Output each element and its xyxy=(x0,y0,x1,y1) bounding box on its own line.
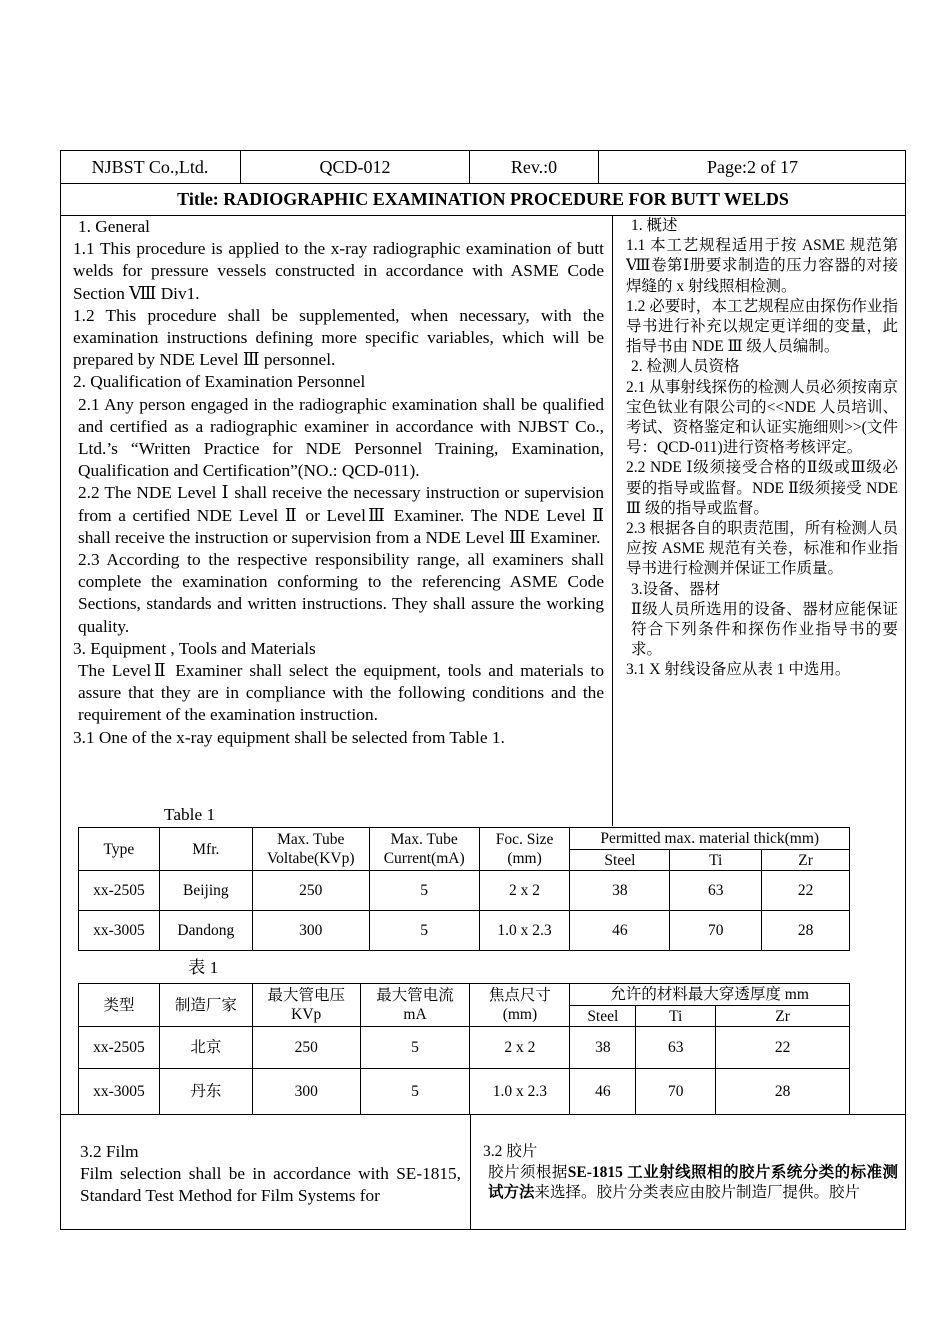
chinese-column xyxy=(621,216,898,681)
cell-ti: 70 xyxy=(670,911,762,951)
cell-mfr: 丹东 xyxy=(159,1069,252,1115)
english-column xyxy=(68,216,604,749)
en-para-1-1: 1.1 This procedure is applied to the x-ray radiographic examination of butt welds for pressure vessels constructed in accordance with ASME Code Section Ⅷ Div1. xyxy=(73,239,604,303)
th-focal-line1: Foc. Size xyxy=(495,831,554,848)
cn-para-1-1: 1.1 本工艺规程适用于按 ASME 规范第Ⅷ卷第Ⅰ册要求制造的压力容器的对接焊缝的 x 射线照相检测。 xyxy=(626,237,898,295)
en-para-2-3: 2.3 According to the respective responsibility range, all examiners shall complete the examination conforming to the referencing ASME Code Sections, standards and written instructions. They shall assure the working quality. xyxy=(78,550,604,636)
en-para-2-1: 2.1 Any person engaged in the radiographic examination shall be qualified and certified as a radiographic examiner in accordance with NJBST Co., Ltd.’s “Written Practice for NDE Personnel Training, Examination, Qualification and Certification”(NO.: QCD-011). xyxy=(78,394,604,481)
cell-focal: 1.0 x 2.3 xyxy=(470,1069,570,1115)
film-column-divider xyxy=(470,1114,471,1229)
cell-zr: 22 xyxy=(716,1027,850,1069)
cell-current: 5 xyxy=(360,1069,470,1115)
cn-section-2-heading: 2. 检测人员资格 xyxy=(631,358,740,376)
en-para-1-2: 1.2 This procedure shall be supplemented, when necessary, with the examination instructions defining more specific variables, which will be prepared by NDE Level Ⅲ personnel. xyxy=(73,305,604,370)
th-current xyxy=(369,828,479,871)
th-current-line2: Current(mA) xyxy=(383,850,465,867)
th-steel-cn: Steel xyxy=(570,1006,636,1027)
cell-type: xx-3005 xyxy=(79,1069,160,1115)
th-type: Type xyxy=(79,828,160,871)
th-focal-size xyxy=(479,828,570,871)
th-mfr: Mfr. xyxy=(159,828,252,871)
table-row xyxy=(79,911,850,951)
cell-ti: 70 xyxy=(636,1069,716,1115)
table-cn-label: 表 1 xyxy=(188,958,219,977)
en-para-3: The LevelⅡ Examiner shall select the equipment, tools and materials to assure that they are in compliance with the following conditions and the requirement of the examination instruction. xyxy=(78,661,604,725)
cn-film-heading: 3.2 胶片 xyxy=(483,1143,538,1160)
en-section-1-heading: 1. General xyxy=(78,217,150,236)
cell-voltage: 250 xyxy=(252,1027,360,1069)
th-current-cn-line2: mA xyxy=(403,1006,427,1023)
cell-ti: 63 xyxy=(636,1027,716,1069)
th-voltage-cn xyxy=(252,984,360,1027)
cell-type: xx-2505 xyxy=(79,871,160,911)
cell-voltage: 300 xyxy=(252,911,369,951)
cell-mfr: Beijing xyxy=(159,871,252,911)
th-focal-cn xyxy=(470,984,570,1027)
cell-steel: 46 xyxy=(570,911,670,951)
table-en-label: Table 1 xyxy=(164,805,216,824)
cn-film-text-1: 胶片须根据 xyxy=(488,1163,568,1181)
th-voltage-line2: Voltabe(KVp) xyxy=(266,850,355,867)
th-voltage xyxy=(252,828,369,871)
cell-steel: 46 xyxy=(570,1069,636,1115)
cn-para-3-1: 3.1 X 射线设备应从表 1 中选用。 xyxy=(626,661,851,679)
cn-film-text xyxy=(480,1163,898,1204)
th-zr: Zr xyxy=(762,850,850,871)
cn-film-text-2: 来选择。胶片分类表应由胶片制造厂提供。胶片 xyxy=(534,1184,861,1201)
cell-type: xx-2505 xyxy=(79,1027,160,1069)
th-ti: Ti xyxy=(670,850,762,871)
cn-para-2-2: 2.2 NDE Ⅰ级须接受合格的Ⅱ级或Ⅲ级必要的指导或监督。NDE Ⅱ级须接受 NDE Ⅲ 级的指导或监督。 xyxy=(626,459,898,517)
th-voltage-cn-line2: KVp xyxy=(291,1006,322,1023)
header-doc-number: QCD-012 xyxy=(241,150,470,184)
th-current-cn-line1: 最大管电流 xyxy=(376,987,454,1004)
header-company: NJBST Co.,Ltd. xyxy=(60,150,241,184)
cell-mfr: 北京 xyxy=(159,1027,252,1069)
cell-zr: 28 xyxy=(762,911,850,951)
th-mfr-cn: 制造厂家 xyxy=(159,984,252,1027)
header-revision: Rev.:0 xyxy=(470,150,599,184)
cn-para-2-1: 2.1 从事射线探伤的检测人员必须按南京宝色钛业有限公司的<<NDE 人员培训、考试、资格鉴定和认证实施细则>>(文件号：QCD-011)进行资格考核评定。 xyxy=(626,378,898,457)
cell-focal: 1.0 x 2.3 xyxy=(479,911,570,951)
th-thickness-cn: 允许的材料最大穿透厚度 mm xyxy=(570,984,850,1006)
cn-para-2-3: 2.3 根据各自的职责范围，所有检测人员应按 ASME 规范有关卷，标准和作业指导书进行检测并保证工作质量。 xyxy=(626,520,898,578)
th-current-line1: Max. Tube xyxy=(390,831,458,848)
th-type-cn: 类型 xyxy=(79,984,160,1027)
cell-zr: 22 xyxy=(762,871,850,911)
th-voltage-cn-line1: 最大管电压 xyxy=(267,987,345,1004)
cell-steel: 38 xyxy=(570,871,670,911)
cell-voltage: 250 xyxy=(252,871,369,911)
cn-section-1-heading: 1. 概述 xyxy=(631,217,678,234)
th-focal-cn-line2: (mm) xyxy=(502,1006,538,1023)
cell-type: xx-3005 xyxy=(79,911,160,951)
table-row xyxy=(79,1027,850,1069)
cell-current: 5 xyxy=(360,1027,470,1069)
th-ti-cn: Ti xyxy=(636,1006,716,1027)
film-section-cn xyxy=(480,1142,898,1204)
cell-steel: 38 xyxy=(570,1027,636,1069)
en-section-3-heading: 3. Equipment , Tools and Materials xyxy=(73,638,316,658)
column-divider xyxy=(612,216,613,826)
en-para-2-2: 2.2 The NDE Level Ⅰ shall receive the necessary instruction or supervision from a certified NDE Level Ⅱ or LevelⅢ Examiner. The NDE Level Ⅱ shall receive the instruction or supervision from a NDE Level Ⅲ Examiner. xyxy=(78,483,604,547)
en-film-text: Film selection shall be in accordance with SE-1815, Standard Test Method for Film Systems for xyxy=(80,1164,461,1206)
equipment-table-en xyxy=(78,827,850,951)
en-film-heading: 3.2 Film xyxy=(80,1142,139,1161)
cn-section-3-heading: 3.设备、器材 xyxy=(631,580,721,598)
cell-mfr: Dandong xyxy=(159,911,252,951)
cn-film-standard: SE-1815 工业射线照相的胶片系统分类的标准测试方法 xyxy=(488,1163,898,1201)
film-section-divider xyxy=(60,1114,906,1115)
th-steel: Steel xyxy=(570,850,670,871)
document-title: Title: RADIOGRAPHIC EXAMINATION PROCEDURE FOR BUTT WELDS xyxy=(60,184,906,216)
cell-focal: 2 x 2 xyxy=(470,1027,570,1069)
en-para-3-1: 3.1 One of the x-ray equipment shall be selected from Table 1. xyxy=(73,727,505,747)
cell-voltage: 300 xyxy=(252,1069,360,1115)
th-focal-line2: (mm) xyxy=(507,850,542,867)
th-current-cn xyxy=(360,984,470,1027)
th-zr-cn: Zr xyxy=(716,1006,850,1027)
cn-para-3: Ⅱ级人员所选用的设备、器材应能保证符合下列条件和探伤作业指导书的要求。 xyxy=(631,600,898,659)
cell-zr: 28 xyxy=(716,1069,850,1115)
cell-focal: 2 x 2 xyxy=(479,871,570,911)
cell-current: 5 xyxy=(369,871,479,911)
th-thickness: Permitted max. material thick(mm) xyxy=(570,828,850,850)
cell-ti: 63 xyxy=(670,871,762,911)
th-focal-cn-line1: 焦点尺寸 xyxy=(488,987,551,1004)
cell-current: 5 xyxy=(369,911,479,951)
header-page: Page:2 of 17 xyxy=(707,156,798,177)
table-row xyxy=(79,871,850,911)
film-section-en xyxy=(68,1141,461,1208)
table-row xyxy=(79,1069,850,1115)
cn-para-1-2: 1.2 必要时，本工艺规程应由探伤作业指导书进行补充以规定更详细的变量，此指导书由 NDE Ⅲ 级人员编制。 xyxy=(626,297,898,356)
equipment-table-cn xyxy=(78,983,850,1115)
th-voltage-line1: Max. Tube xyxy=(277,831,345,848)
en-section-2-heading: 2. Qualification of Examination Personnel xyxy=(73,372,366,392)
